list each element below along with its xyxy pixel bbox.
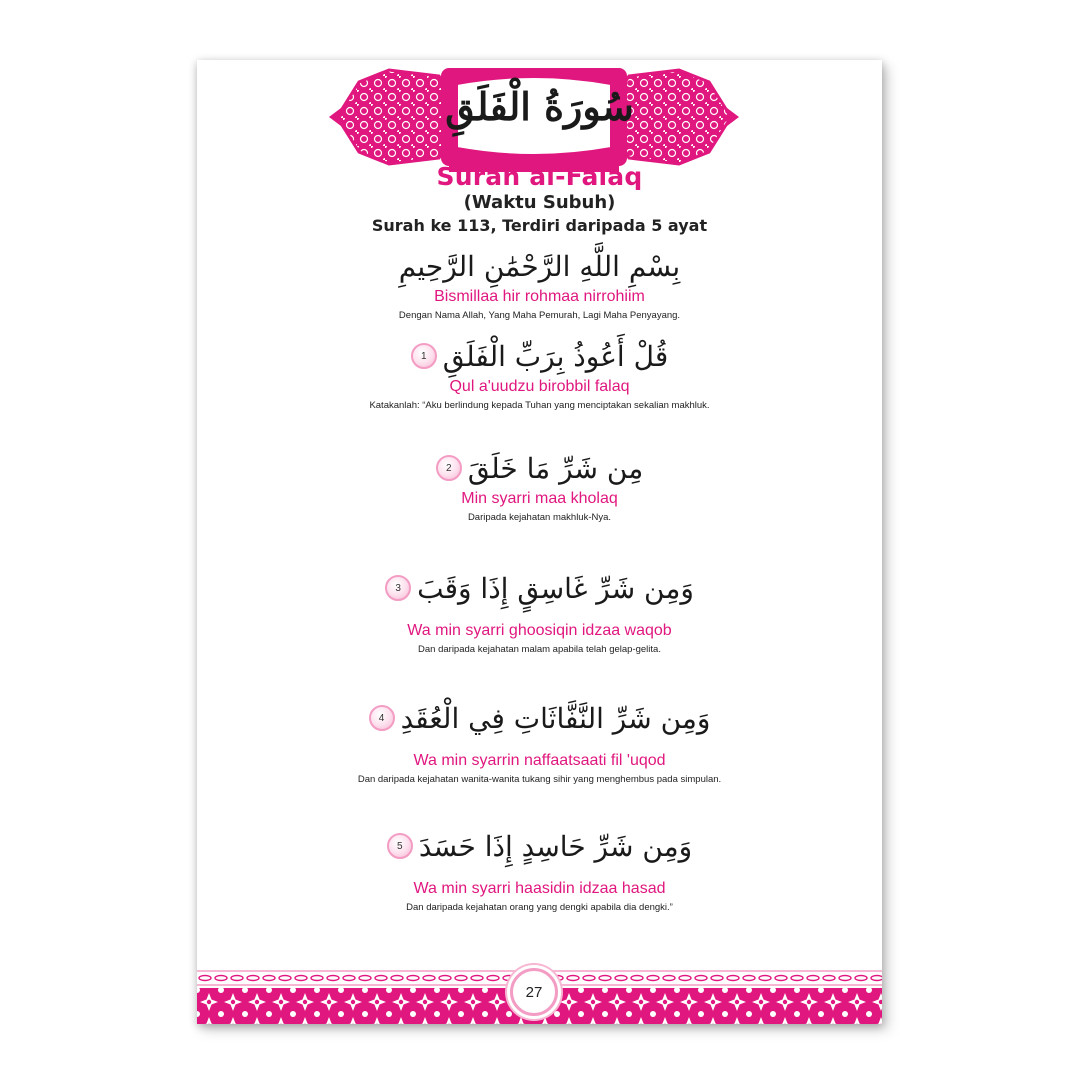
verse-transliteration: Wa min syarrin naffaatsaati fil 'uqod [413,752,666,769]
verse-transliteration: Wa min syarri haasidin idzaa hasad [413,880,666,897]
surah-title: Surah al-Falaq [436,162,643,191]
ayah-number-marker: 5 [387,833,413,859]
verse-arabic-line [197,826,882,866]
basmala-arabic: بِسْمِ اللَّهِ الرَّحْمَٰنِ الرَّحِيمِ [398,249,681,283]
page-number: 27 [510,968,558,1016]
verse-4 [197,698,882,785]
basmala-transliteration: Bismillaa hir rohmaa nirrohiim [434,288,645,305]
verse-1 [197,336,882,411]
book-page [197,60,882,1024]
verse-arabic-text: وَمِن شَرِّ غَاسِقٍ إِذَا وَقَبَ [417,571,694,605]
ayah-number-marker: 2 [436,455,462,481]
verse-transliteration: Min syarri maa kholaq [461,490,618,507]
verse-translation: Dan daripada kejahatan orang yang dengki apabila dia dengki.” [406,902,673,913]
surah-title-arabic: سُورَةُ الْفَلَقِ [445,84,634,129]
ayah-number-marker: 1 [411,343,437,369]
verse-arabic-text: مِن شَرِّ مَا خَلَقَ [467,451,644,485]
verse-translation: Dan daripada kejahatan malam apabila telah gelap-gelita. [418,644,661,655]
verse-translation: Katakanlah: “Aku berlindung kepada Tuhan yang menciptakan sekalian makhluk. [369,400,710,411]
verse-arabic-text: وَمِن شَرِّ حَاسِدٍ إِذَا حَسَدَ [418,829,693,863]
verse-arabic-line [197,568,882,608]
verse-transliteration: Qul a'uudzu birobbil falaq [449,378,630,395]
surah-time-subtitle: (Waktu Subuh) [463,192,616,213]
verse-arabic-text: وَمِن شَرِّ النَّفَّاثَاتِ فِي الْعُقَدِ [400,701,711,735]
basmala-translation: Dengan Nama Allah, Yang Maha Pemurah, Lagi Maha Penyayang. [398,310,681,321]
verse-translation: Dan daripada kejahatan wanita-wanita tukang sihir yang menghembus pada simpulan. [357,774,722,785]
verse-5 [197,826,882,913]
ayah-number-marker: 4 [369,705,395,731]
verse-arabic-line [197,698,882,738]
verse-translation: Daripada kejahatan makhluk-Nya. [467,512,612,523]
verse-arabic-line [197,448,882,488]
verse-arabic-text: قُلْ أَعُوذُ بِرَبِّ الْفَلَقِ [442,339,669,373]
verse-2 [197,448,882,523]
verse-transliteration: Wa min syarri ghoosiqin idzaa waqob [407,622,672,639]
surah-info: Surah ke 113, Terdiri daripada 5 ayat [371,216,708,235]
basmala-block [197,246,882,321]
verse-3 [197,568,882,655]
verse-arabic-line [197,336,882,376]
ayah-number-marker: 3 [385,575,411,601]
